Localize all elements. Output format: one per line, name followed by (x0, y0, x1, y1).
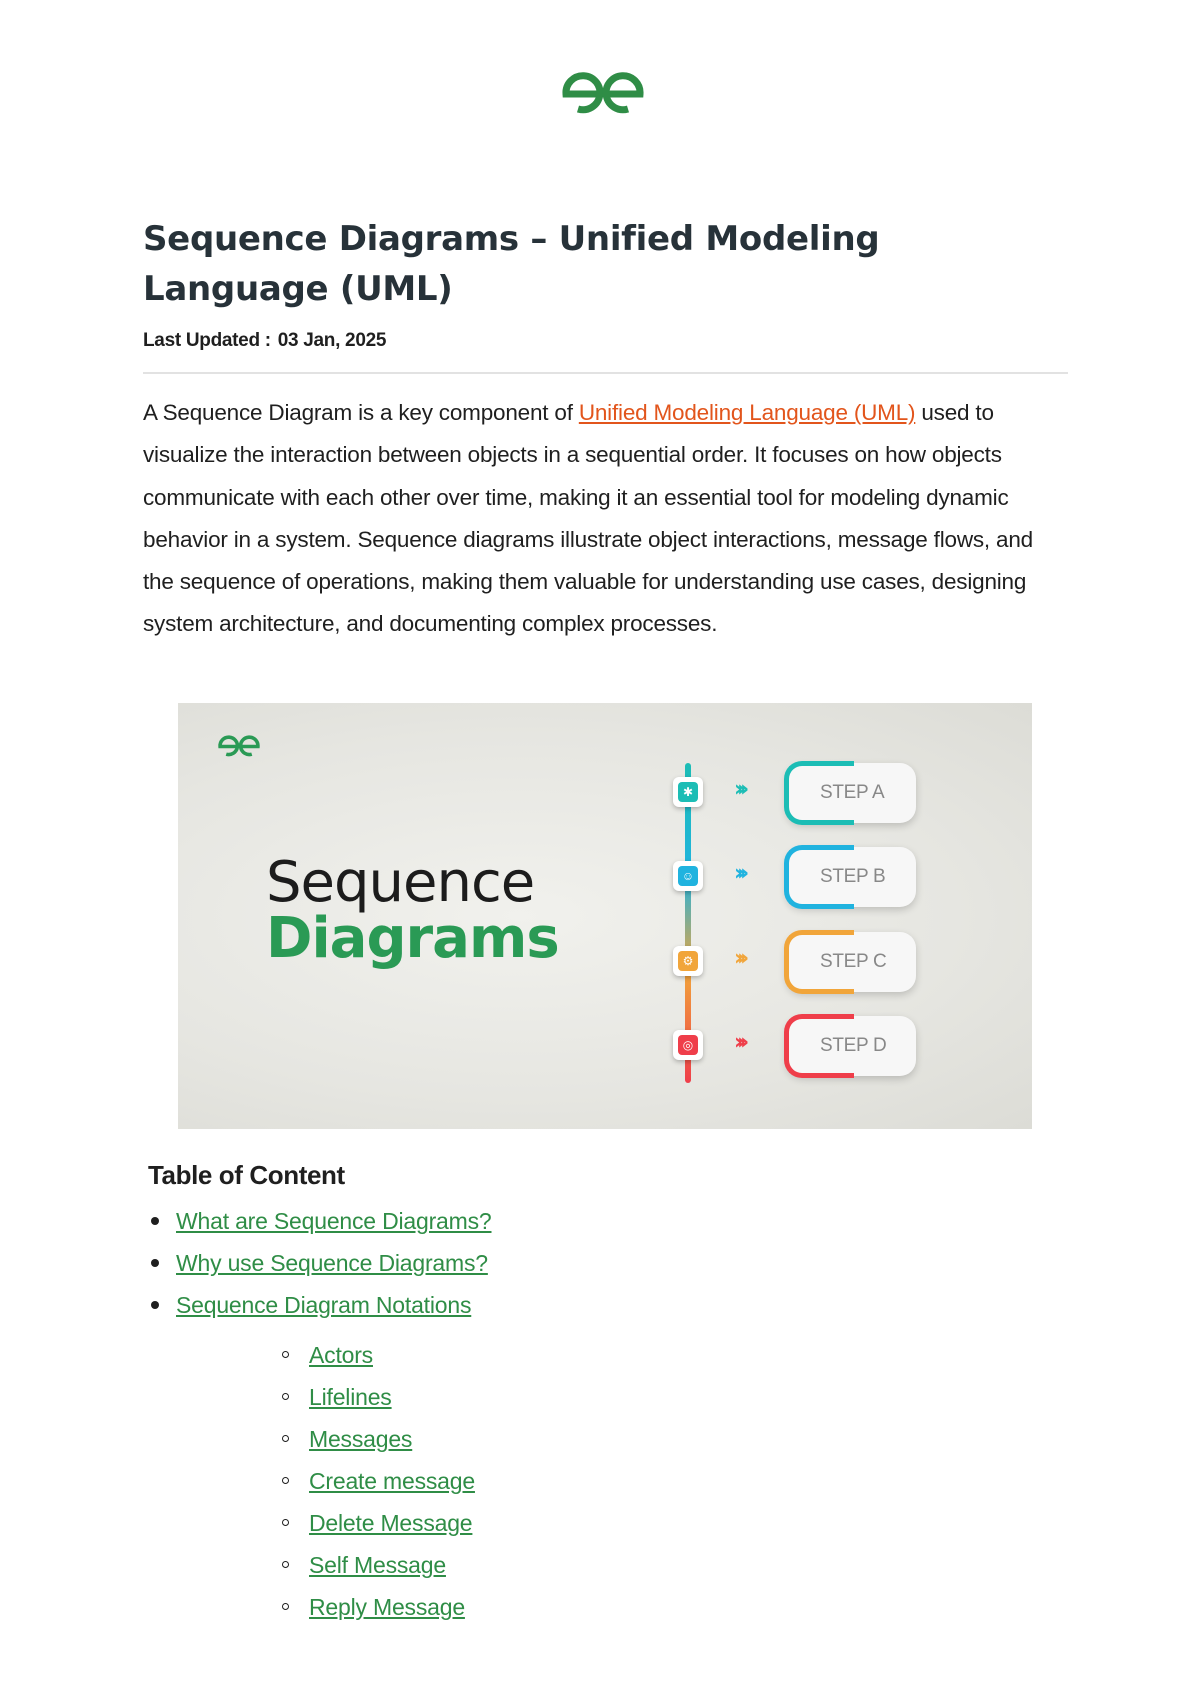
step-pill (786, 1016, 916, 1076)
toc-link-notations[interactable]: Sequence Diagram Notations (176, 1292, 472, 1318)
toc-item (148, 1242, 492, 1284)
intro-paragraph (143, 392, 1068, 646)
toc-link-actors[interactable]: Actors (309, 1342, 373, 1368)
toc-title: Table of Content (148, 1160, 345, 1190)
toc-subitem (176, 1502, 492, 1544)
banner-title-line1: Sequence (266, 850, 535, 915)
toc-link-self-message[interactable]: Self Message (309, 1552, 446, 1578)
gfg-logo-icon (216, 733, 262, 759)
toc-subitem (176, 1586, 492, 1628)
chevrons-icon: ››› (734, 1030, 744, 1055)
intro-text-start: A Sequence Diagram is a key component of (143, 400, 579, 425)
toc-subitem (176, 1460, 492, 1502)
article (143, 214, 1068, 646)
user-icon: ☺ (673, 861, 703, 891)
toc-link-what-are[interactable]: What are Sequence Diagrams? (176, 1208, 492, 1234)
lightbulb-icon: ✱ (673, 777, 703, 807)
target-icon: ◎ (673, 1030, 703, 1060)
toc-link-messages[interactable]: Messages (309, 1426, 413, 1452)
uml-link[interactable]: Unified Modeling Language (UML) (578, 400, 916, 425)
chevrons-icon: ››› (734, 861, 744, 886)
chevrons-icon: ››› (734, 946, 744, 971)
step-pill (786, 847, 916, 907)
toc-link-lifelines[interactable]: Lifelines (309, 1384, 392, 1410)
step-label: STEP B (820, 866, 886, 887)
toc-link-why-use[interactable]: Why use Sequence Diagrams? (176, 1250, 488, 1276)
step-pill (786, 763, 916, 823)
toc-subitem (176, 1544, 492, 1586)
gfg-logo-icon[interactable] (558, 68, 648, 118)
last-updated-label: Last Updated : (143, 330, 271, 351)
step-pill (786, 932, 916, 992)
banner-title-line2: Diagrams (266, 906, 559, 971)
toc-subitem (176, 1376, 492, 1418)
gear-icon: ⚙ (673, 946, 703, 976)
intro-text-rest: used to visualize the interaction between objects in a sequential order. It focuses on how objects communicate with each other over time, making it an essential tool for modeling dynamic behavior in a system. Sequence diagrams illustrate object interactions, message flows, and the sequence of operations, making them valuable for understanding use cases, designing system architecture, and documenting complex processes. (143, 400, 1033, 637)
last-updated (143, 330, 1068, 352)
toc-link-create-message[interactable]: Create message (309, 1468, 475, 1494)
toc-link-reply-message[interactable]: Reply Message (309, 1594, 465, 1620)
banner-image (178, 703, 1032, 1129)
step-label: STEP C (820, 951, 887, 972)
step-label: STEP A (820, 782, 885, 803)
toc-sublist (176, 1334, 492, 1628)
chevrons-icon: ››› (734, 777, 744, 802)
toc-item (148, 1284, 492, 1628)
toc-list (148, 1200, 492, 1628)
toc-link-delete-message[interactable]: Delete Message (309, 1510, 473, 1536)
page-title: Sequence Diagrams – Unified Modeling Language (UML) (143, 219, 880, 309)
step-label: STEP D (820, 1035, 887, 1056)
toc-item (148, 1200, 492, 1242)
last-updated-date: 03 Jan, 2025 (277, 330, 387, 351)
divider (143, 372, 1068, 374)
toc-subitem (176, 1334, 492, 1376)
toc-subitem (176, 1418, 492, 1460)
